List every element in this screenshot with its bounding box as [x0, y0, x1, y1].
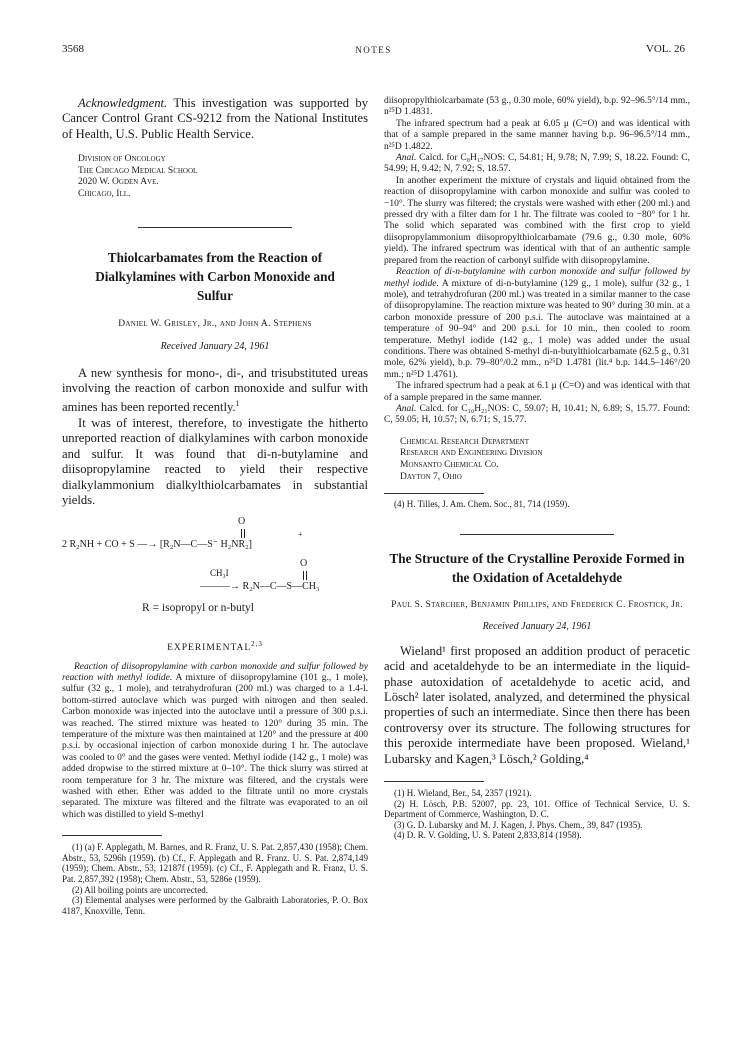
ir-paragraph-2: The infrared spectrum had a peak at 6.1 μ (C=O) and was identical with that of a sample prepared in the same manner. — [384, 381, 690, 403]
authors-1: Daniel W. Grisley, Jr., and John A. Stephens — [118, 318, 312, 329]
article-title-2: The Structure of the Crystalline Peroxide Formed in the Oxidation of Acetaldehyde — [389, 550, 685, 585]
authors-2: Paul S. Starcher, Benjamin Phillips, and Frederick C. Frostick, Jr. — [391, 599, 683, 610]
intro-paragraph-right: Wieland¹ first proposed an addition product of peracetic acid and acetaldehyde to be an intermediate in the liquid-phase autoxidation of acetaldehyde to acetic acid, and Lösch² later isolated, analyzed, and determined the physical properties of such an intermediate. Since then there has been controversy over its structure. The following structures for this peroxide intermediate have been proposed. Wieland,¹ Lubarsky and Kagen,³ Lösch,² Golding,⁴ — [384, 643, 690, 766]
right-column — [384, 96, 690, 841]
analysis-1: Anal. Calcd. for C₈H₁₇NOS: C, 54.81; H, 9.78; N, 7.99; S, 18.22. Found: C, 54.99; H, 9.42; N, 7.92; S, 18.57. — [384, 153, 690, 175]
analysis-2: Anal. Calcd. for C₁₀H₂₁NOS: C, 59.07; H, 10.41; N, 6.89; S, 15.77. Found: C, 59.05; H, 10.57; N, 6.71; S, 15.77. — [384, 403, 691, 426]
left-column — [62, 96, 368, 916]
running-header — [62, 43, 685, 57]
experiment-paragraph-3: Reaction of di-n-butylamine with carbon monoxide and sulfur followed by methyl iodide. A mixture of di-n-butylamine (129 g., 1 mole), sulfur (32 g., 1 mole), and tetrahydrofuran (200 ml.) was treated in a similar manner to the case of diisopropylamine. The reaction mixture was heated to 90° during 30 min. at a carbon monoxide pressure of 200 p.s.i. The autoclave was maintained at a temperature of 90–94° and 200 p.s.i. for 10 min., then cooled to room temperature. Methyl iodide (142 g., 1 mole) was added under the usual conditions. There was obtained S-methyl di-n-butylthiolcarbamate (62.5 g., 0.31 mole, 62% yield), b.p. 79–80°/0.2 mm., n²⁵D 1.4781 (lit.⁴ b.p. 144.5–146°/20 mm.; n²⁵D 1.4761). — [384, 267, 690, 380]
continued-paragraph: diisopropylthiolcarbamate (53 g., 0.30 mole, 60% yield), b.p. 92–96.5°/14 mm., n²⁵D 1.4831. — [384, 96, 690, 118]
r-definition: R = isopropyl or n-butyl — [142, 602, 254, 615]
article-title-1: Thiolcarbamates from the Reaction of Dialkylamines with Carbon Monoxide and Sulfur — [95, 249, 335, 303]
affiliation-2: Chemical Research Department Research and Engineering Division Monsanto Chemical Co. Dayton 7, Ohio — [400, 436, 543, 482]
footnote-3: (3) Elemental analyses were performed by the Galbraith Laboratories, P. O. Box 4187, Knoxville, Tenn. — [62, 895, 368, 916]
intro-paragraph-1: A new synthesis for mono-, di-, and trisubstituted ureas involving the reaction of carbon monoxide and sulfur with amines has been reported recently.$^1$ — [62, 365, 368, 415]
footnote-rule-right — [384, 493, 484, 494]
journal-section: NOTES — [355, 45, 392, 55]
experiment-paragraph-2: In another experiment the mixture of crystals and liquid obtained from the reaction of diisopropylamine with carbon monoxide and sulfur was cooled to −10°. The slurry was filtered; the crystals were washed with ether (200 ml.) and pressed dry with a filter dam for 1 hr. The filtrate was cooled to −80° for 1 hr. The solid which separated was combined with the first crop to yield diisopropylammonium diisopropylthiolcarbamate (79.6 g., 0.30 mole, 60% yield). The infrared spectrum was identical with that of an authentic sample prepared from the reaction of carbonyl sulfide with diisopropylamine. — [384, 175, 690, 266]
ir-paragraph-1: The infrared spectrum had a peak at 6.05 μ (C=O) and was identical with that of a sample prepared in the same manner having b.p. 96–96.5°/14 mm., n²⁵D 1.4822. — [384, 118, 690, 152]
footnote-r3: (3) G. D. Lubarsky and M. J. Kagen, J. Phys. Chem., 39, 847 (1935). — [394, 819, 643, 830]
reagent-label: CH₃I — [210, 568, 229, 579]
footnote-r1: (1) H. Wieland, Ber., 54, 2357 (1921). — [394, 788, 532, 798]
footnotes-right — [384, 788, 690, 841]
footnote-r2: (2) H. Lösch, P.B. 52007, pp. 23, 101. Office of Technical Service, U. S. Department of Commerce, Washington, D. C. — [384, 798, 690, 820]
footnote-2: (2) All boiling points are uncorrected. — [72, 884, 208, 895]
received-date-2: Received January 24, 1961 — [482, 620, 592, 632]
volume-label: VOL. 26 — [645, 43, 685, 55]
footnote-rule — [62, 835, 162, 836]
reaction-equation-2: ———→ R₂N—C—S—CH₃ — [200, 581, 320, 593]
reaction-equation-1: 2 R₂NH + CO + S —→ [R₂N—C—S⁻ H₂NR₂] — [62, 539, 252, 551]
charge-plus: + — [298, 530, 303, 540]
acknowledgment: Acknowledgment. This investigation was supported by Cancer Control Grant CS-9212 from the National Institutes of Health, U.S. Public Health Service. — [62, 96, 369, 141]
page-number: 3568 — [62, 43, 84, 55]
footnote-r4: (4) D. R. V. Golding, U. S. Patent 2,833,814 (1958). — [394, 830, 582, 841]
received-date-1: Received January 24, 1961 — [160, 340, 270, 352]
footnote-1: (1) (a) F. Applegath, M. Barnes, and R. Franz, U. S. Pat. 2,857,430 (1958); Chem. Abstr., 53, 5296h (1959). (b) Cf., F. Applegath and R. Franz. U. S. Pat. 2,874,149 (1959); Chem. Abstr., 53, 12187f (1959). (c) Cf., F. Applegath and R. Franz, U. S. Pat. 2,857,392 (1958); Chem. Abstr., 53, 5286e (1959). — [62, 842, 368, 885]
divider-right — [460, 534, 614, 535]
oxygen-label-2: O — [300, 558, 308, 570]
experimental-paragraph: Reaction of diisopropylamine with carbon monoxide and sulfur followed by reaction with methyl iodide. A mixture of diisopropylamine (101 g., 1 mole), sulfur (32 g., 1 mole), and tetrahydrofuran (200 ml.) was charged to a 1.4-l. bottom-stirred autoclave which was purged with nitrogen and then sealed. Carbon monoxide was injected into the autoclave until a pressure of 300 p.s.i. was reached. The stirred mixture was heated to 120° during 35 min. The temperature of the mixture was then maintained at 120° and the pressure at 400 p.s.i. by occasional injection of carbon monoxide during 1 hr. The autoclave was cooled to 0° and the gases were vented. Methyl iodide (142 g., 1 mole) was added dropwise to the stirred mixture at 0–10°. The thick slurry was stirred at room temperature for 3 hr. The mixture was filtered, and the crystals were washed with ether. Ether was added to the filtrate until no more crystals separated. The mixture was filtered and the filtrate was evaporated to an oil which was distilled to yield S-methyl — [62, 661, 368, 820]
oxygen-label-1: O — [238, 516, 246, 528]
divider — [138, 227, 292, 228]
affiliation-1: Division of Oncology The Chicago Medical School 2020 W. Ogden Ave. Chicago, Ill. — [78, 154, 198, 199]
intro-paragraph-2: It was of interest, therefore, to investigate the hitherto unreported reaction of dialkylamines with carbon monoxide and sulfur. It was found that di-n-butylamine and diisopropylamine reacted to yield their respective dialkylammonium dialkylthiolcarbamates in substantial yields. — [62, 416, 368, 508]
reaction-scheme — [62, 516, 368, 624]
footnotes-left — [62, 842, 368, 916]
footnote-rule-right-2 — [384, 781, 484, 782]
footnote-4: (4) H. Tilles, J. Am. Chem. Soc., 81, 714 (1959). — [394, 499, 570, 510]
experimental-heading: EXPERIMENTAL$^{2,3}$ — [167, 640, 263, 654]
